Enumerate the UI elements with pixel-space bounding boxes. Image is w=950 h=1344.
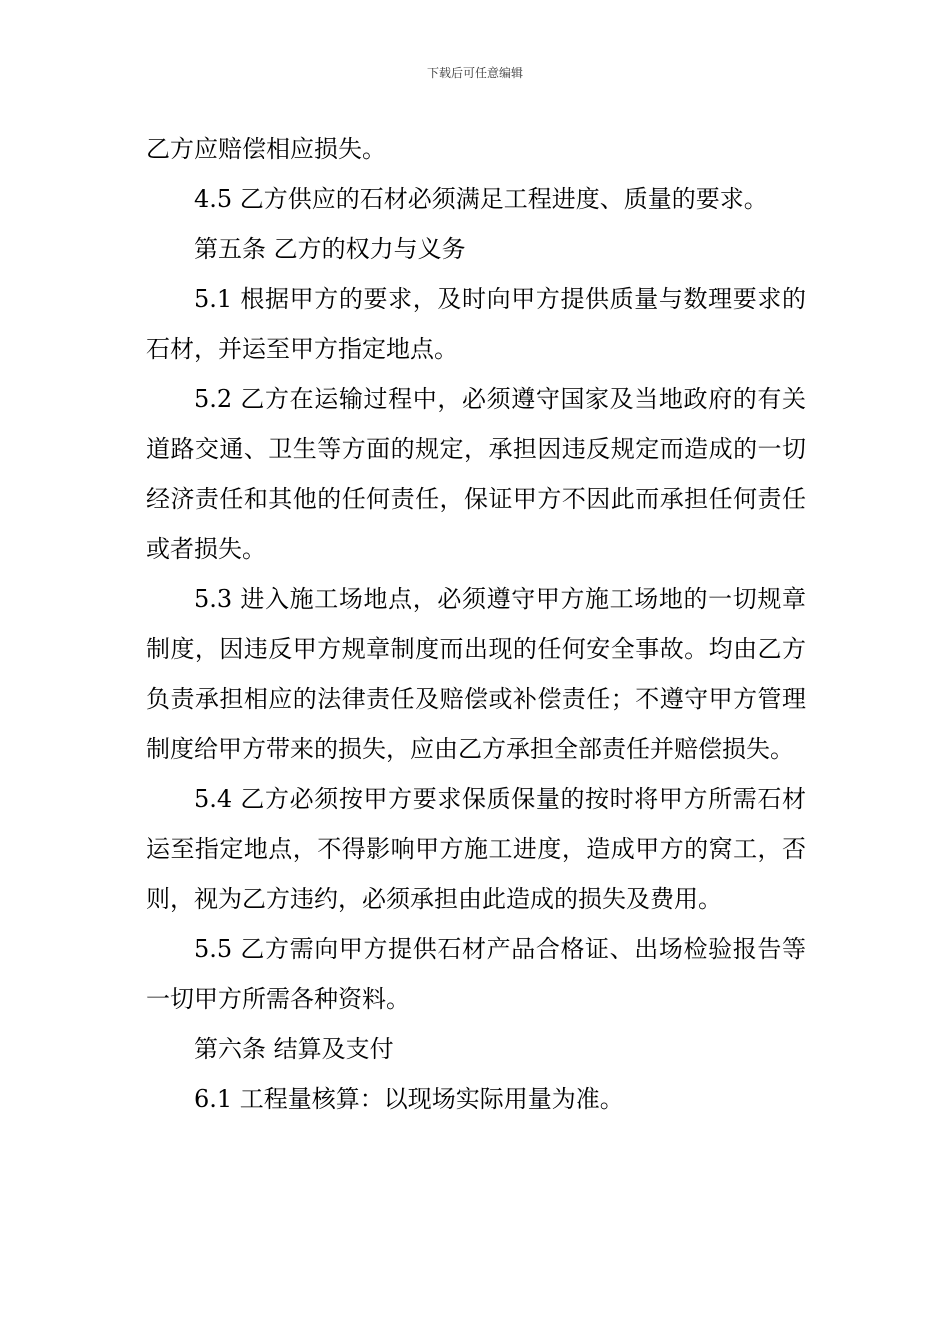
section-heading-article-5: 第五条 乙方的权力与义务 [194,235,466,263]
paragraph-5-2: 5.2 乙方在运输过程中，必须遵守国家及当地政府的有关道路交通、卫生等方面的规定，承担因违反规定而造成的一切经济责任和其他的任何责任，保证甲方不因此而承担任何责任或者损失。 [146,385,806,563]
paragraph-5-4: 5.4 乙方必须按甲方要求保质保量的按时将甲方所需石材运至指定地点，不得影响甲方施工进度，造成甲方的窝工，否则，视为乙方违约，必须承担由此造成的损失及费用。 [146,785,806,913]
paragraph-6-1: 6.1 工程量核算：以现场实际用量为准。 [194,1085,624,1113]
paragraph-4-5: 4.5 乙方供应的石材必须满足工程进度、质量的要求。 [194,185,768,213]
section-heading-article-6: 第六条 结算及支付 [194,1035,394,1063]
paragraph-5-5: 5.5 乙方需向甲方提供石材产品合格证、出场检验报告等一切甲方所需各种资料。 [146,935,806,1013]
paragraph-5-1: 5.1 根据甲方的要求，及时向甲方提供质量与数理要求的石材，并运至甲方指定地点。 [146,285,806,363]
document-body [146,124,806,1124]
page-header: 下载后可任意编辑 [426,66,523,80]
paragraph-continuation: 乙方应赔偿相应损失。 [146,135,386,163]
paragraph-5-3: 5.3 进入施工场地点，必须遵守甲方施工场地的一切规章制度，因违反甲方规章制度而出现的任何安全事故。均由乙方负责承担相应的法律责任及赔偿或补偿责任；不遵守甲方管理制度给甲方带来的损失，应由乙方承担全部责任并赔偿损失。 [146,585,806,763]
